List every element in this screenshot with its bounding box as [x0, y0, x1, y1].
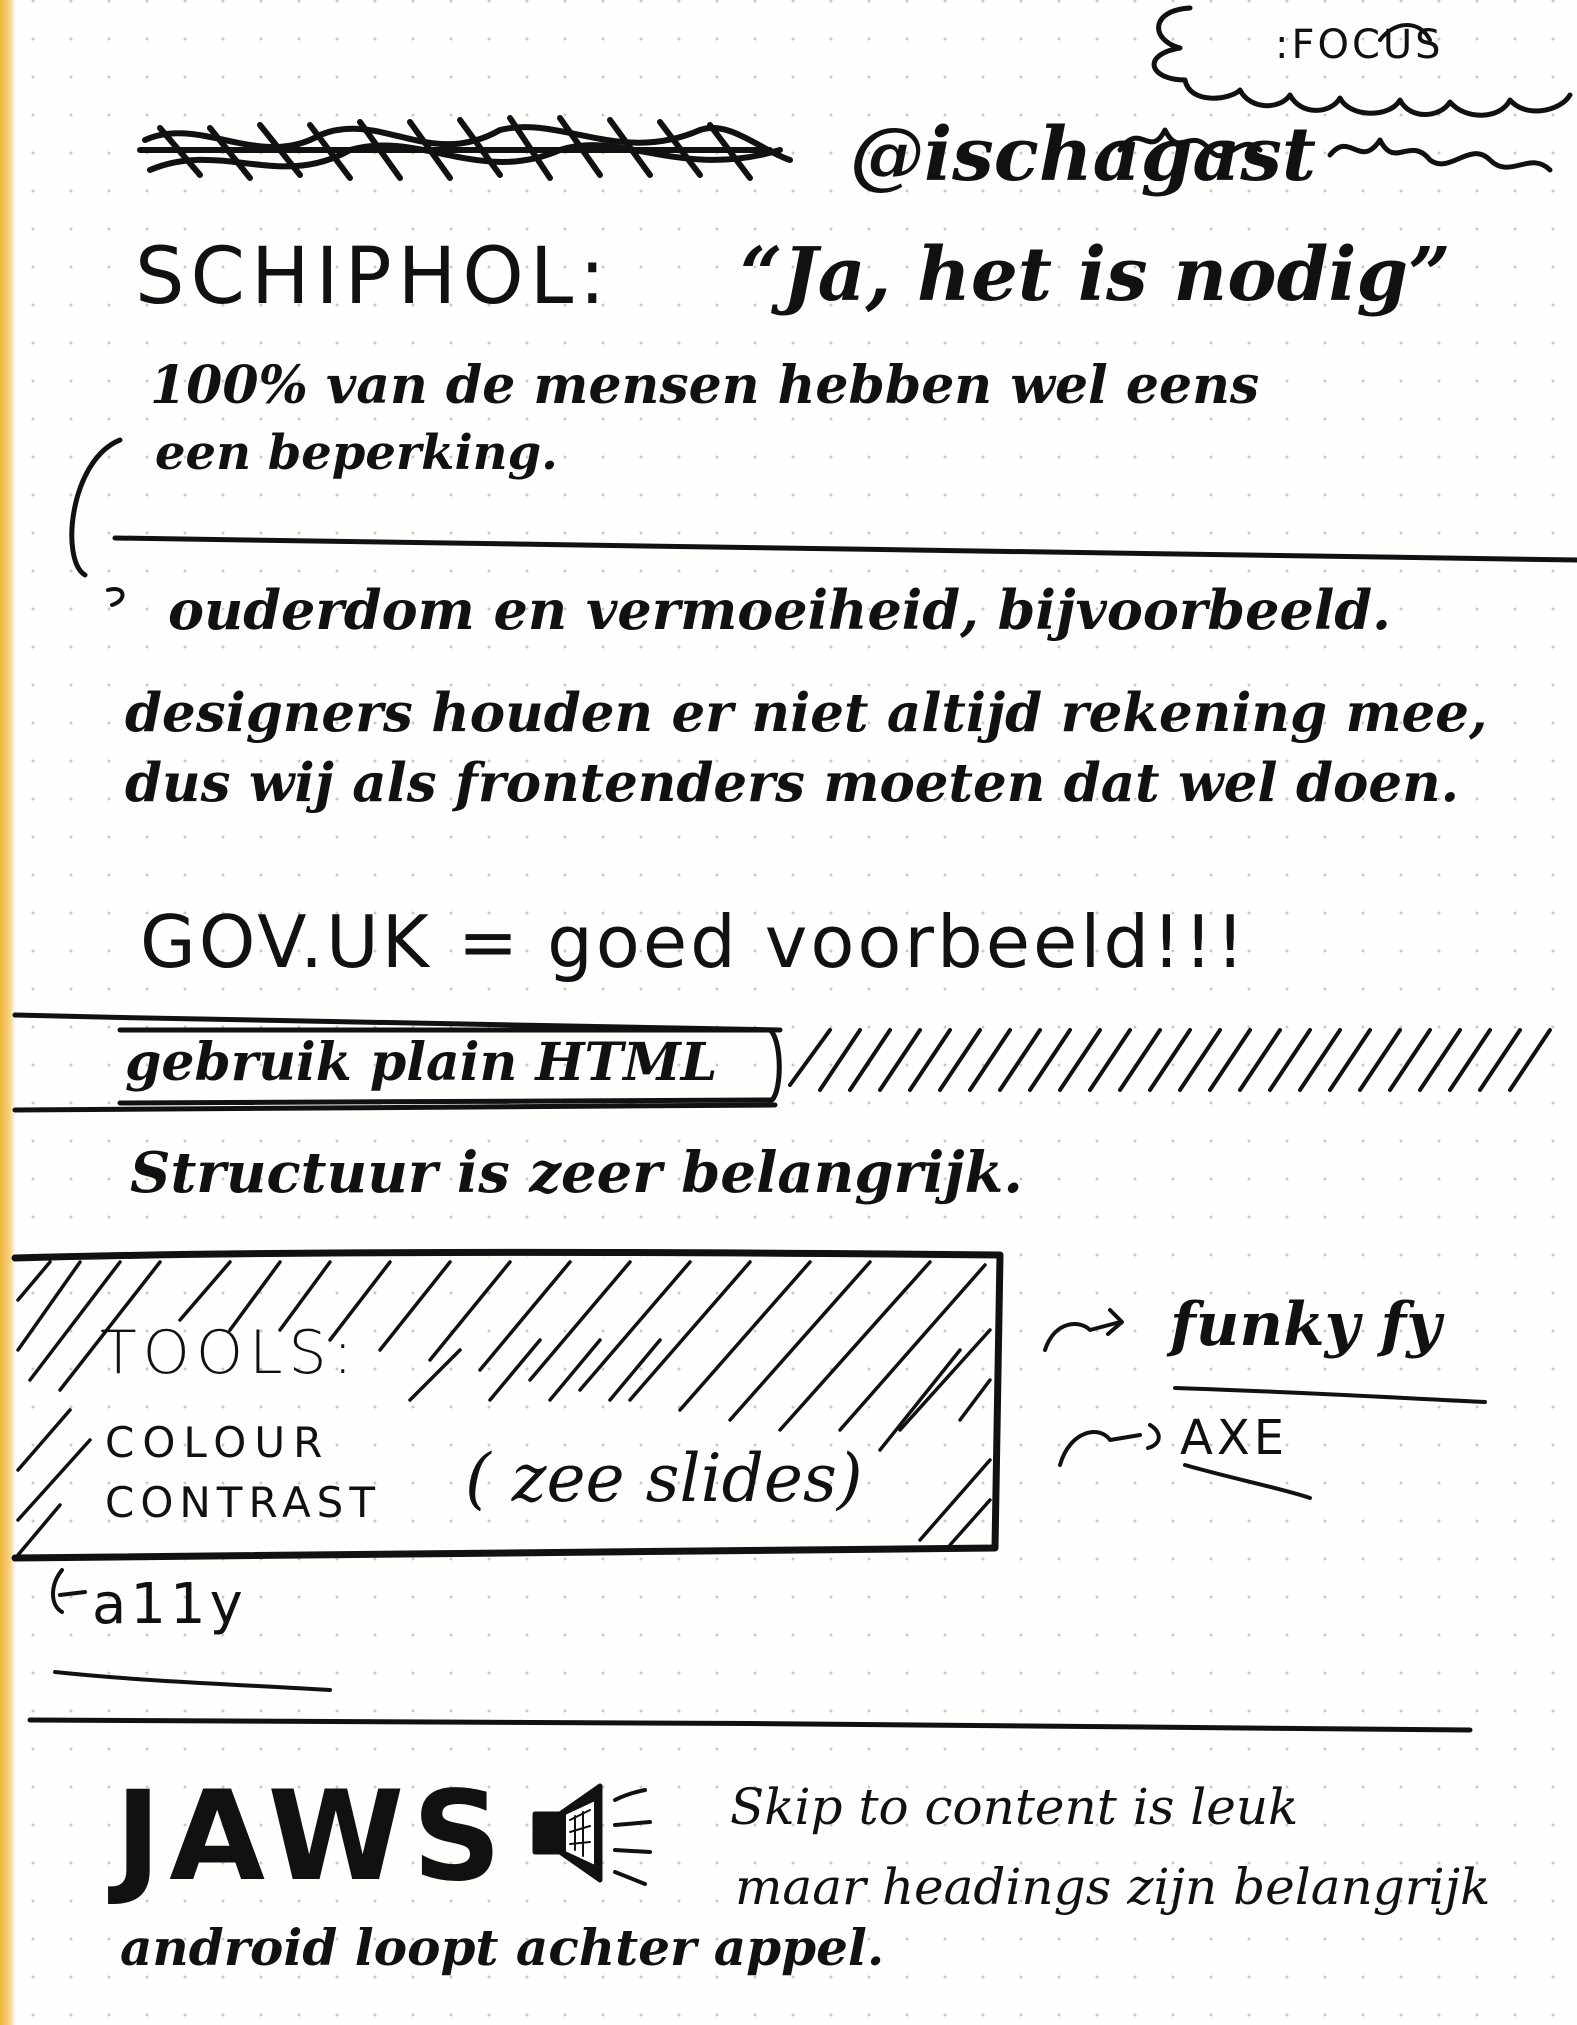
designers-line-2: dus wij als frontenders moeten dat wel doen.	[125, 752, 1460, 814]
html-box-label: gebruik plain HTML	[125, 1032, 718, 1093]
focus-label: :FOCUS	[1275, 22, 1444, 68]
jaws-note-line-1: Skip to content is leuk	[730, 1778, 1299, 1836]
gov-uk-note: GOV.UK = goed voorbeeld!!!	[140, 900, 1248, 984]
arrow-a11y	[53, 1570, 85, 1612]
arrow-note: ouderdom en vermoeiheid, bijvoorbeeld.	[168, 578, 1391, 642]
arrow-axe	[1060, 1432, 1140, 1465]
jaws-note-line-2: maar headings zijn belangrijk	[735, 1858, 1491, 1916]
side-note-axe: AXE	[1180, 1410, 1289, 1466]
tools-heading: TOOLS:	[100, 1318, 359, 1388]
speaker-handle: @ischagast	[850, 112, 1317, 198]
jaws-title: JAWS	[115, 1765, 510, 1909]
intro-line-2: een beperking.	[155, 425, 558, 481]
tool-colour: COLOUR	[105, 1418, 331, 1467]
title-quote: “Ja, het is nodig”	[740, 232, 1451, 318]
bracket-left	[72, 440, 120, 575]
tool-contrast: CONTRAST	[105, 1478, 381, 1527]
a11y-note: a11y	[92, 1572, 247, 1637]
structure-note: Structuur is zeer belangrijk.	[130, 1140, 1023, 1206]
arrow-funky	[1045, 1322, 1120, 1350]
divider-line-1	[115, 538, 1577, 560]
side-note-funky: funky fy	[1170, 1290, 1442, 1360]
title-prefix: SCHIPHOL:	[135, 232, 612, 322]
intro-line-1: 100% van de mensen hebben wel eens	[150, 355, 1260, 416]
tool-note: ( zee slides)	[465, 1440, 863, 1517]
jaws-note-line-3: android loopt achter appel.	[120, 1918, 885, 1977]
scribbled-name	[180, 130, 430, 165]
html-hatching	[790, 1030, 1550, 1090]
divider-line-3	[30, 1720, 1470, 1730]
designers-line-1: designers houden er niet altijd rekening mee,	[125, 682, 1488, 744]
speaker-icon	[535, 1786, 650, 1884]
